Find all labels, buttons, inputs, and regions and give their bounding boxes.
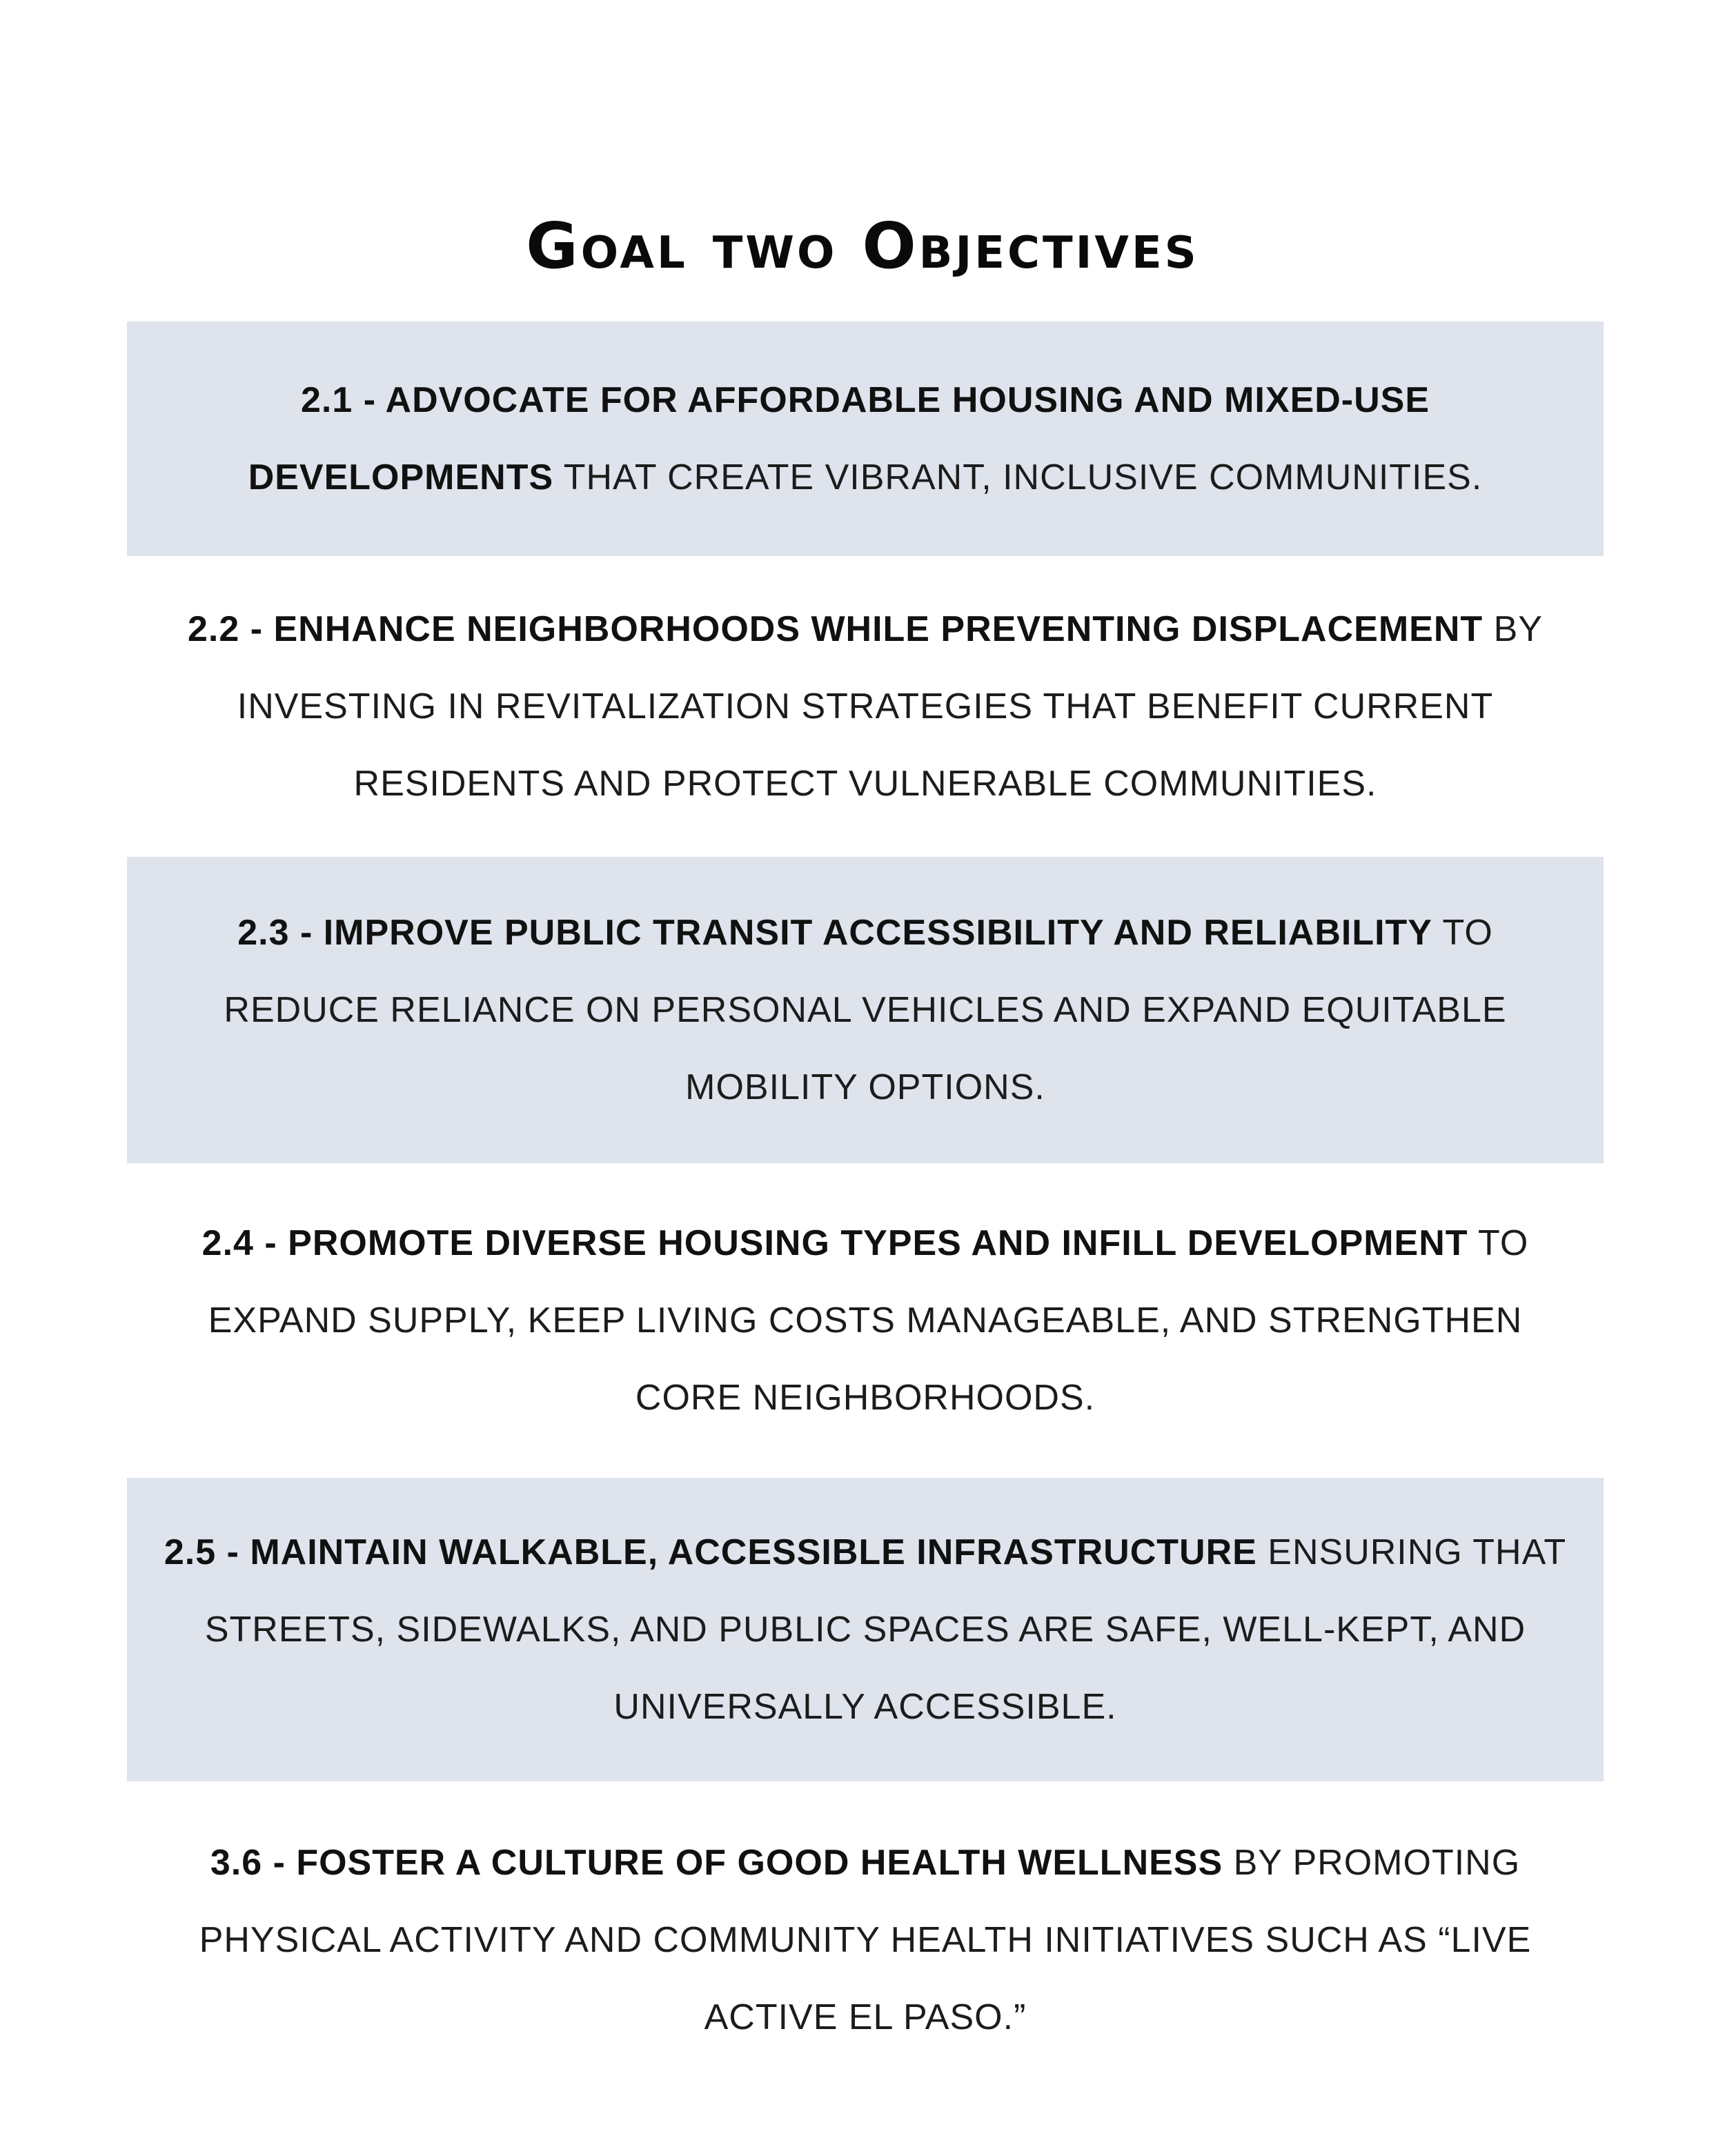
objective-lead: 2.5 - MAINTAIN WALKABLE, ACCESSIBLE INFRASTRUCTURE — [164, 1532, 1257, 1572]
objective-lead: 2.1 - ADVOCATE FOR AFFORDABLE HOUSING AND MIXED-USE DEVELOPMENTS — [248, 380, 1430, 497]
objective-text — [155, 362, 1576, 516]
objective-description: BY INVESTING IN REVITALIZATION STRATEGIES THAT BENEFIT CURRENT RESIDENTS AND PROTECT VULNERABLE COMMUNITIES. — [237, 609, 1543, 804]
objective-text — [155, 1205, 1576, 1436]
objective-2-5 — [127, 1478, 1604, 1781]
objective-text — [155, 1824, 1576, 2056]
objective-description: ENSURING THAT STREETS, SIDEWALKS, AND PUBLIC SPACES ARE SAFE, WELL-KEPT, AND UNIVERSALLY ACCESSIBLE. — [204, 1532, 1567, 1727]
objective-lead: 2.2 - ENHANCE NEIGHBORHOODS WHILE PREVENTING DISPLACEMENT — [188, 609, 1483, 649]
objective-lead: 2.4 - PROMOTE DIVERSE HOUSING TYPES AND INFILL DEVELOPMENT — [201, 1223, 1468, 1263]
objective-description: TO EXPAND SUPPLY, KEEP LIVING COSTS MANAGEABLE, AND STRENGTHEN CORE NEIGHBORHOODS. — [208, 1223, 1529, 1418]
page-title: Goal two Objectives — [526, 208, 1199, 283]
objective-description: THAT CREATE VIBRANT, INCLUSIVE COMMUNITIES. — [553, 457, 1483, 497]
objective-lead: 2.3 - IMPROVE PUBLIC TRANSIT ACCESSIBILITY AND RELIABILITY — [237, 913, 1432, 953]
objective-2-4 — [127, 1163, 1604, 1478]
objective-description: TO REDUCE RELIANCE ON PERSONAL VEHICLES AND EXPAND EQUITABLE MOBILITY OPTIONS. — [224, 913, 1507, 1107]
objective-3-6 — [127, 1781, 1604, 2099]
objective-2-2 — [127, 556, 1604, 857]
objective-2-1 — [127, 322, 1604, 556]
objective-lead: 3.6 - FOSTER A CULTURE OF GOOD HEALTH WELLNESS — [210, 1843, 1223, 1883]
objective-text — [155, 894, 1576, 1126]
objective-text — [155, 1514, 1576, 1745]
objective-text — [155, 591, 1576, 822]
objective-description: BY PROMOTING PHYSICAL ACTIVITY AND COMMUNITY HEALTH INITIATIVES SUCH AS “LIVE ACTIVE EL PASO.” — [199, 1843, 1532, 2037]
objective-2-3 — [127, 857, 1604, 1163]
